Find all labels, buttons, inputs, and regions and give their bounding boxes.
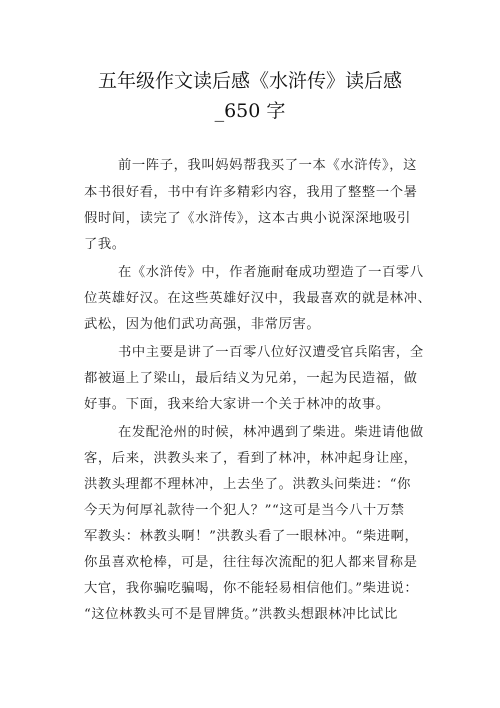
paragraph-3-line-2: 都被逼上了梁山，最后结义为兄弟，一起为民造福，做 bbox=[84, 371, 418, 386]
paragraph-4-line-6: 你虽喜欢枪棒，可是，往往每次流配的犯人都来冒称是 bbox=[84, 555, 418, 570]
paragraph-1-line-3: 假时间，读完了《水浒传》，这本古典小说深深地吸引 bbox=[84, 211, 411, 226]
paragraph-4-line-3: 洪教头理都不理林冲，上去坐了。洪教头问柴进：“你 bbox=[84, 477, 412, 492]
paragraph-4-line-4: 今天为何厚礼款待一个犯人？”“这可是当今八十万禁 bbox=[84, 503, 405, 518]
paragraph-3-line-1: 书中主要是讲了一百零八位好汉遭受官兵陷害，全 bbox=[118, 345, 424, 360]
paragraph-3-line-3: 好事。下面，我来给大家讲一个关于林冲的故事。 bbox=[84, 397, 390, 412]
paragraph-4-line-7: 大官，我你骗吃骗喝，你不能轻易相信他们。”柴进说： bbox=[84, 581, 419, 596]
document-title: 五年级作文读后感《水浒传》读后感 bbox=[97, 70, 402, 92]
paragraph-4-line-5: 军教头：林教头啊！”洪教头看了一眼林冲。“柴进啊， bbox=[84, 529, 419, 544]
paragraph-4-line-8: “这位林教头可不是冒牌货。”洪教头想跟林冲比试比 bbox=[84, 607, 398, 622]
paragraph-1-line-1: 前一阵子，我叫妈妈帮我买了一本《水浒传》，这 bbox=[118, 158, 418, 173]
paragraph-1-line-4: 了我。 bbox=[84, 237, 126, 252]
paragraph-4-line-1: 在发配沧州的时候，林冲遇到了柴进。柴进请他做 bbox=[118, 425, 424, 440]
document-title-suffix: _650 字 bbox=[214, 100, 286, 122]
paragraph-2-line-3: 武松，因为他们武功高强，非常厉害。 bbox=[84, 317, 321, 332]
paragraph-2-line-2: 位英雄好汉。在这些英雄好汉中，我最喜欢的就是林冲、 bbox=[84, 291, 432, 306]
paragraph-1-line-2: 本书很好看，书中有许多精彩内容，我用了整整一个暑 bbox=[84, 185, 418, 200]
paragraph-2-line-1: 在《水浒传》中，作者施耐奄成功塑造了一百零八 bbox=[118, 265, 424, 280]
paragraph-4-line-2: 客，后来，洪教头来了，看到了林冲，林冲起身让座， bbox=[84, 451, 418, 466]
